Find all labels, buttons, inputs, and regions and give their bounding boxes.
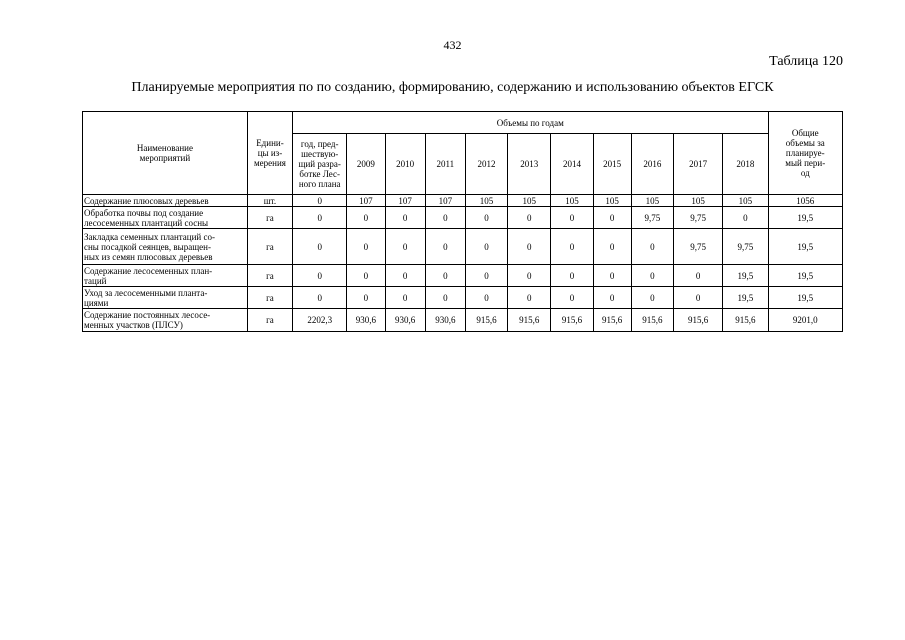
activity-name-line: циями (84, 297, 109, 308)
year-value: 0 (425, 265, 465, 287)
year-value: 0 (425, 287, 465, 309)
prev-year-value: 0 (293, 265, 347, 287)
total-value: 19,5 (768, 229, 843, 265)
year-value: 915,6 (593, 309, 631, 332)
header-year: 2015 (593, 134, 631, 195)
table-row (83, 195, 843, 207)
year-value: 0 (593, 265, 631, 287)
table-row (83, 229, 843, 265)
year-value: 0 (551, 287, 593, 309)
year-value: 0 (508, 229, 551, 265)
prev-year-value: 2202,3 (293, 309, 347, 332)
activity-name-line: менных участков (ПЛСУ) (84, 320, 183, 330)
year-value: 0 (347, 265, 385, 287)
unit-cell: шт. (247, 195, 292, 207)
year-value: 0 (465, 229, 507, 265)
header-prev-line: шествую- (301, 149, 339, 159)
header-name-line: Наименование (136, 143, 193, 153)
activity-name-line: таций (84, 275, 107, 286)
table-title: Планируемые мероприятия по по созданию, формированию, содержанию и использованию объектов ЕГСК (131, 80, 774, 95)
year-value: 105 (465, 195, 507, 207)
year-value: 0 (631, 287, 673, 309)
header-unit-line: Едини- (256, 138, 284, 148)
year-value: 915,6 (551, 309, 593, 332)
header-year: 2016 (631, 134, 673, 195)
year-value: 915,6 (723, 309, 768, 332)
year-value: 0 (385, 287, 425, 309)
year-value: 0 (425, 229, 465, 265)
activity-name-line: лесосеменных плантаций сосны (84, 217, 209, 228)
year-value: 105 (631, 195, 673, 207)
year-value: 19,5 (723, 265, 768, 287)
activity-name (83, 207, 248, 229)
year-value: 0 (508, 207, 551, 229)
header-name-line: мероприятий (139, 153, 191, 163)
table-row (83, 309, 843, 332)
year-value: 105 (508, 195, 551, 207)
year-value: 0 (593, 229, 631, 265)
activity-name-line: Содержание лесосеменных план- (84, 265, 213, 276)
year-value: 915,6 (673, 309, 722, 332)
year-value: 0 (508, 265, 551, 287)
year-value: 107 (385, 195, 425, 207)
activity-name-line: Обработка почвы под создание (84, 207, 204, 218)
total-value: 19,5 (768, 265, 843, 287)
header-prev-year-cell (293, 134, 347, 195)
year-value: 0 (593, 287, 631, 309)
year-value: 930,6 (425, 309, 465, 332)
activity-name-line: Закладка семенных плантаций со- (84, 231, 215, 242)
table-row (83, 265, 843, 287)
activity-name-line: Уход за лесосеменными планта- (84, 287, 208, 298)
prev-year-value: 0 (293, 287, 347, 309)
unit-cell: га (247, 265, 292, 287)
year-value: 915,6 (631, 309, 673, 332)
year-value: 0 (593, 207, 631, 229)
prev-year-value: 0 (293, 207, 347, 229)
year-value: 9,75 (631, 207, 673, 229)
header-unit-line: мерения (253, 158, 286, 168)
year-value: 915,6 (465, 309, 507, 332)
activity-name-line: сны посадкой сеянцев, выращен- (84, 241, 211, 252)
year-value: 107 (425, 195, 465, 207)
year-value: 0 (631, 229, 673, 265)
year-value: 105 (723, 195, 768, 207)
year-value: 0 (551, 265, 593, 287)
header-year: 2010 (385, 134, 425, 195)
table-label: Таблица 120 (769, 54, 843, 69)
unit-cell: га (247, 309, 292, 332)
activity-name (83, 309, 248, 332)
header-year: 2011 (425, 134, 465, 195)
year-value: 107 (347, 195, 385, 207)
year-value: 0 (347, 229, 385, 265)
year-value: 0 (551, 229, 593, 265)
activity-name (83, 287, 248, 309)
year-value: 0 (385, 265, 425, 287)
year-value: 105 (593, 195, 631, 207)
header-total-line: од (800, 168, 810, 178)
year-value: 19,5 (723, 287, 768, 309)
table-row (83, 207, 843, 229)
year-value: 0 (551, 207, 593, 229)
header-year: 2017 (673, 134, 722, 195)
header-prev-line: щий разра- (298, 159, 341, 169)
year-value: 105 (551, 195, 593, 207)
total-value: 19,5 (768, 287, 843, 309)
prev-year-value: 0 (293, 229, 347, 265)
year-value: 0 (385, 207, 425, 229)
year-value: 930,6 (347, 309, 385, 332)
header-volumes: Объемы по годам (293, 112, 768, 134)
header-total-cell (768, 112, 843, 195)
year-value: 0 (465, 207, 507, 229)
year-value: 0 (673, 287, 722, 309)
unit-cell: га (247, 229, 292, 265)
header-total-line: планируе- (785, 148, 825, 158)
header-year: 2012 (465, 134, 507, 195)
year-value: 0 (723, 207, 768, 229)
year-value: 0 (508, 287, 551, 309)
activity-name (83, 229, 248, 265)
activity-name (83, 265, 248, 287)
year-value: 0 (347, 287, 385, 309)
year-value: 930,6 (385, 309, 425, 332)
activity-name-line: Содержание плюсовых деревьев (84, 195, 209, 206)
total-value: 19,5 (768, 207, 843, 229)
header-name-cell (83, 112, 248, 195)
unit-cell: га (247, 287, 292, 309)
activity-name-line: Содержание постоянных лесосе- (84, 310, 211, 320)
table-row (83, 287, 843, 309)
prev-year-value: 0 (293, 195, 347, 207)
activities-table (82, 111, 843, 332)
year-value: 0 (425, 207, 465, 229)
year-value: 0 (631, 265, 673, 287)
activity-name (83, 195, 248, 207)
year-value: 9,75 (673, 207, 722, 229)
year-value: 0 (673, 265, 722, 287)
header-total-line: Общие (791, 128, 819, 138)
page-number: 432 (443, 38, 462, 52)
total-value: 9201,0 (768, 309, 843, 332)
year-value: 9,75 (723, 229, 768, 265)
header-year: 2013 (508, 134, 551, 195)
header-prev-line: ного плана (298, 179, 341, 189)
activity-name-line: ных из семян плюсовых деревьев (84, 251, 213, 262)
total-value: 1056 (768, 195, 843, 207)
year-value: 9,75 (673, 229, 722, 265)
year-value: 915,6 (508, 309, 551, 332)
header-year: 2018 (723, 134, 768, 195)
header-total-line: мый пери- (785, 158, 826, 168)
header-year: 2014 (551, 134, 593, 195)
header-total-line: объемы за (785, 138, 825, 148)
header-year: 2009 (347, 134, 385, 195)
year-value: 0 (465, 265, 507, 287)
header-prev-line: ботке Лес- (299, 169, 340, 179)
header-unit-cell (247, 112, 292, 195)
year-value: 105 (673, 195, 722, 207)
unit-cell: га (247, 207, 292, 229)
year-value: 0 (385, 229, 425, 265)
header-prev-line: год, пред- (300, 139, 339, 149)
header-unit-line: цы из- (257, 148, 283, 158)
year-value: 0 (465, 287, 507, 309)
year-value: 0 (347, 207, 385, 229)
